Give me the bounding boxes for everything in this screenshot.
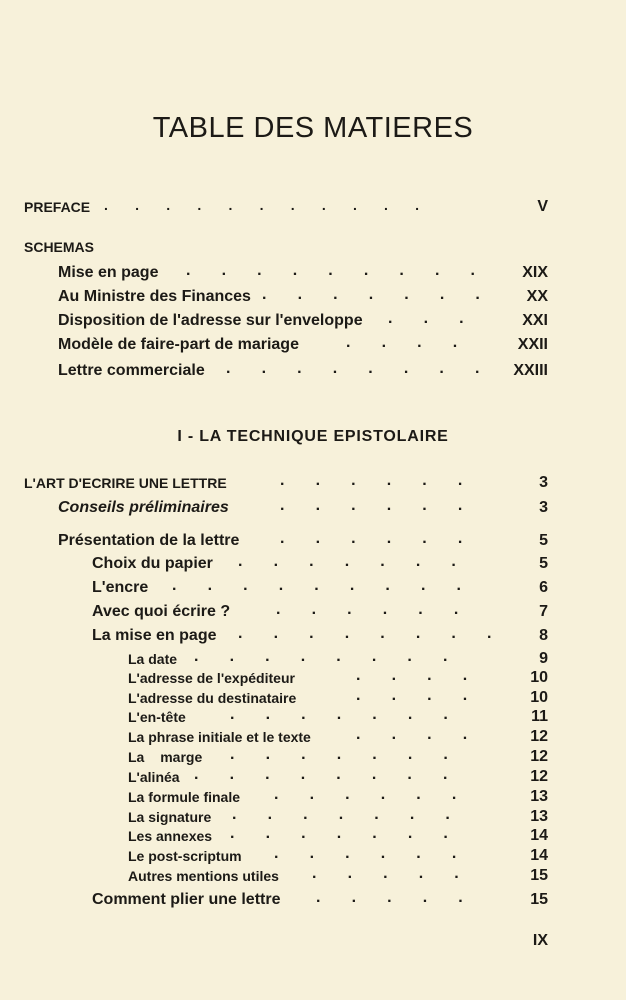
toc-entry (58, 360, 548, 382)
leader-dots: . . . . . . . (238, 553, 456, 570)
toc-entry-label: Présentation de la lettre (58, 532, 240, 549)
toc-entry-label: Disposition de l'adresse sur l'enveloppe (58, 312, 363, 329)
toc-entry-page: V (537, 198, 548, 215)
leader-dots: . . . . . . . . (238, 625, 492, 642)
toc-entry (128, 865, 548, 887)
toc-entry-label: Au Ministre des Finances (58, 288, 251, 305)
toc-entry-label: Autres mentions utiles (128, 868, 279, 884)
leader-dots: . . . . . . . (230, 706, 448, 723)
toc-entry-page: XXII (517, 336, 548, 353)
toc-entry-label: L'ART D'ECRIRE UNE LETTRE (24, 475, 227, 491)
toc-entry-page: 12 (530, 728, 548, 745)
toc-entry-label: Modèle de faire-part de mariage (58, 336, 299, 353)
toc-entry-label: L'encre (92, 579, 149, 596)
toc-entry-page: 8 (539, 627, 548, 644)
leader-dots: . . . . . . . . . . . (104, 197, 420, 213)
leader-dots: . . . . . . (280, 497, 463, 514)
leader-dots: . . . . . . . . (194, 648, 448, 665)
leader-dots: . . . . . (316, 889, 463, 906)
leader-dots: . . . . (356, 667, 468, 684)
toc-entry-page: 15 (530, 891, 548, 908)
toc-entry-preface (24, 196, 548, 218)
leader-dots: . . . . . . . (232, 806, 450, 823)
toc-entry-page: 14 (530, 827, 548, 844)
toc-entry-label: Lettre commerciale (58, 362, 205, 379)
leader-dots: . . . . . . . (262, 286, 480, 303)
toc-entry-page: 11 (531, 708, 548, 725)
toc-entry-label: Conseils préliminaires (58, 499, 229, 516)
leader-dots: . . . . . . (276, 601, 459, 618)
toc-entry (58, 286, 548, 308)
toc-entry (92, 553, 548, 575)
toc-entry (58, 310, 548, 332)
toc-entry-label: Les annexes (128, 828, 213, 844)
toc-entry-label: Mise en page (58, 264, 159, 281)
leader-dots: . . . . . . . . . (172, 577, 461, 594)
toc-entry-label: La formule finale (128, 789, 241, 805)
leader-dots: . . . . . . . . (226, 360, 480, 377)
toc-entry (58, 530, 548, 552)
toc-entry-label: La phrase initiale et le texte (128, 729, 311, 745)
page-title: TABLE DES MATIERES (152, 112, 474, 144)
toc-entry-label: La mise en page (92, 627, 217, 644)
section-label-schemas: SCHEMAS (24, 239, 95, 255)
toc-entry (58, 262, 548, 284)
leader-dots: . . . . . . (280, 472, 463, 489)
toc-entry-label: PREFACE (24, 199, 91, 215)
toc-entry-page: XXI (522, 312, 548, 329)
toc-entry (92, 601, 548, 623)
toc-entry-page: XXIII (513, 362, 548, 379)
toc-entry (24, 472, 548, 494)
leader-dots: . . . . . . (274, 786, 457, 803)
toc-entry-page: 10 (530, 689, 548, 706)
leader-dots: . . . . . . . . (194, 766, 448, 783)
toc-entry-page: 3 (539, 474, 548, 491)
page-number: IX (532, 932, 548, 949)
toc-entry-label: La date (128, 651, 178, 667)
toc-entry (92, 577, 548, 599)
toc-entry (92, 889, 548, 911)
toc-entry-label: L'adresse du destinataire (128, 690, 297, 706)
toc-entry-page: 10 (530, 669, 548, 686)
leader-dots: . . . . . . (280, 530, 463, 547)
leader-dots: . . . (388, 310, 464, 327)
part-heading: I - LA TECHNIQUE EPISTOLAIRE (177, 428, 449, 445)
toc-entry-label: Comment plier une lettre (92, 891, 281, 908)
leader-dots: . . . . . . . . . (186, 262, 475, 279)
toc-entry-page: XX (526, 288, 548, 305)
leader-dots: . . . . . . . (230, 746, 448, 763)
toc-entry-label: Choix du papier (92, 555, 213, 572)
leader-dots: . . . . (346, 334, 458, 351)
toc-entry-page: 13 (530, 788, 548, 805)
toc-entry-label: La signature (128, 809, 212, 825)
toc-entry-page: 14 (530, 847, 548, 864)
toc-entry-label: L'adresse de l'expéditeur (128, 670, 295, 686)
toc-entry-page: XIX (522, 264, 548, 281)
toc-entry-page: 12 (530, 748, 548, 765)
toc-entry-label: La marge (128, 749, 203, 765)
toc-entry (58, 497, 548, 519)
toc-entry (58, 334, 548, 356)
toc-entry-label: L'en-tête (128, 709, 186, 725)
leader-dots: . . . . . . . (230, 825, 448, 842)
toc-entry-page: 9 (539, 650, 548, 667)
toc-entry-page: 6 (539, 579, 548, 596)
leader-dots: . . . . . . (274, 845, 457, 862)
leader-dots: . . . . . (312, 865, 459, 882)
toc-entry-page: 5 (539, 555, 548, 572)
toc-entry (128, 667, 548, 689)
toc-entry-page: 13 (530, 808, 548, 825)
toc-entry-page: 5 (539, 532, 548, 549)
toc-entry-label: Avec quoi écrire ? (92, 603, 231, 620)
toc-entry-page: 7 (539, 603, 548, 620)
toc-entry-page: 12 (530, 768, 548, 785)
leader-dots: . . . . (356, 726, 468, 743)
toc-entry (92, 625, 548, 647)
toc-entry-label: L'alinéa (128, 769, 180, 785)
toc-entry-label: Le post-scriptum (128, 848, 242, 864)
leader-dots: . . . . (356, 687, 468, 704)
toc-entry (128, 706, 548, 728)
toc-entry-page: 3 (539, 499, 548, 516)
toc-entry-page: 15 (530, 867, 548, 884)
